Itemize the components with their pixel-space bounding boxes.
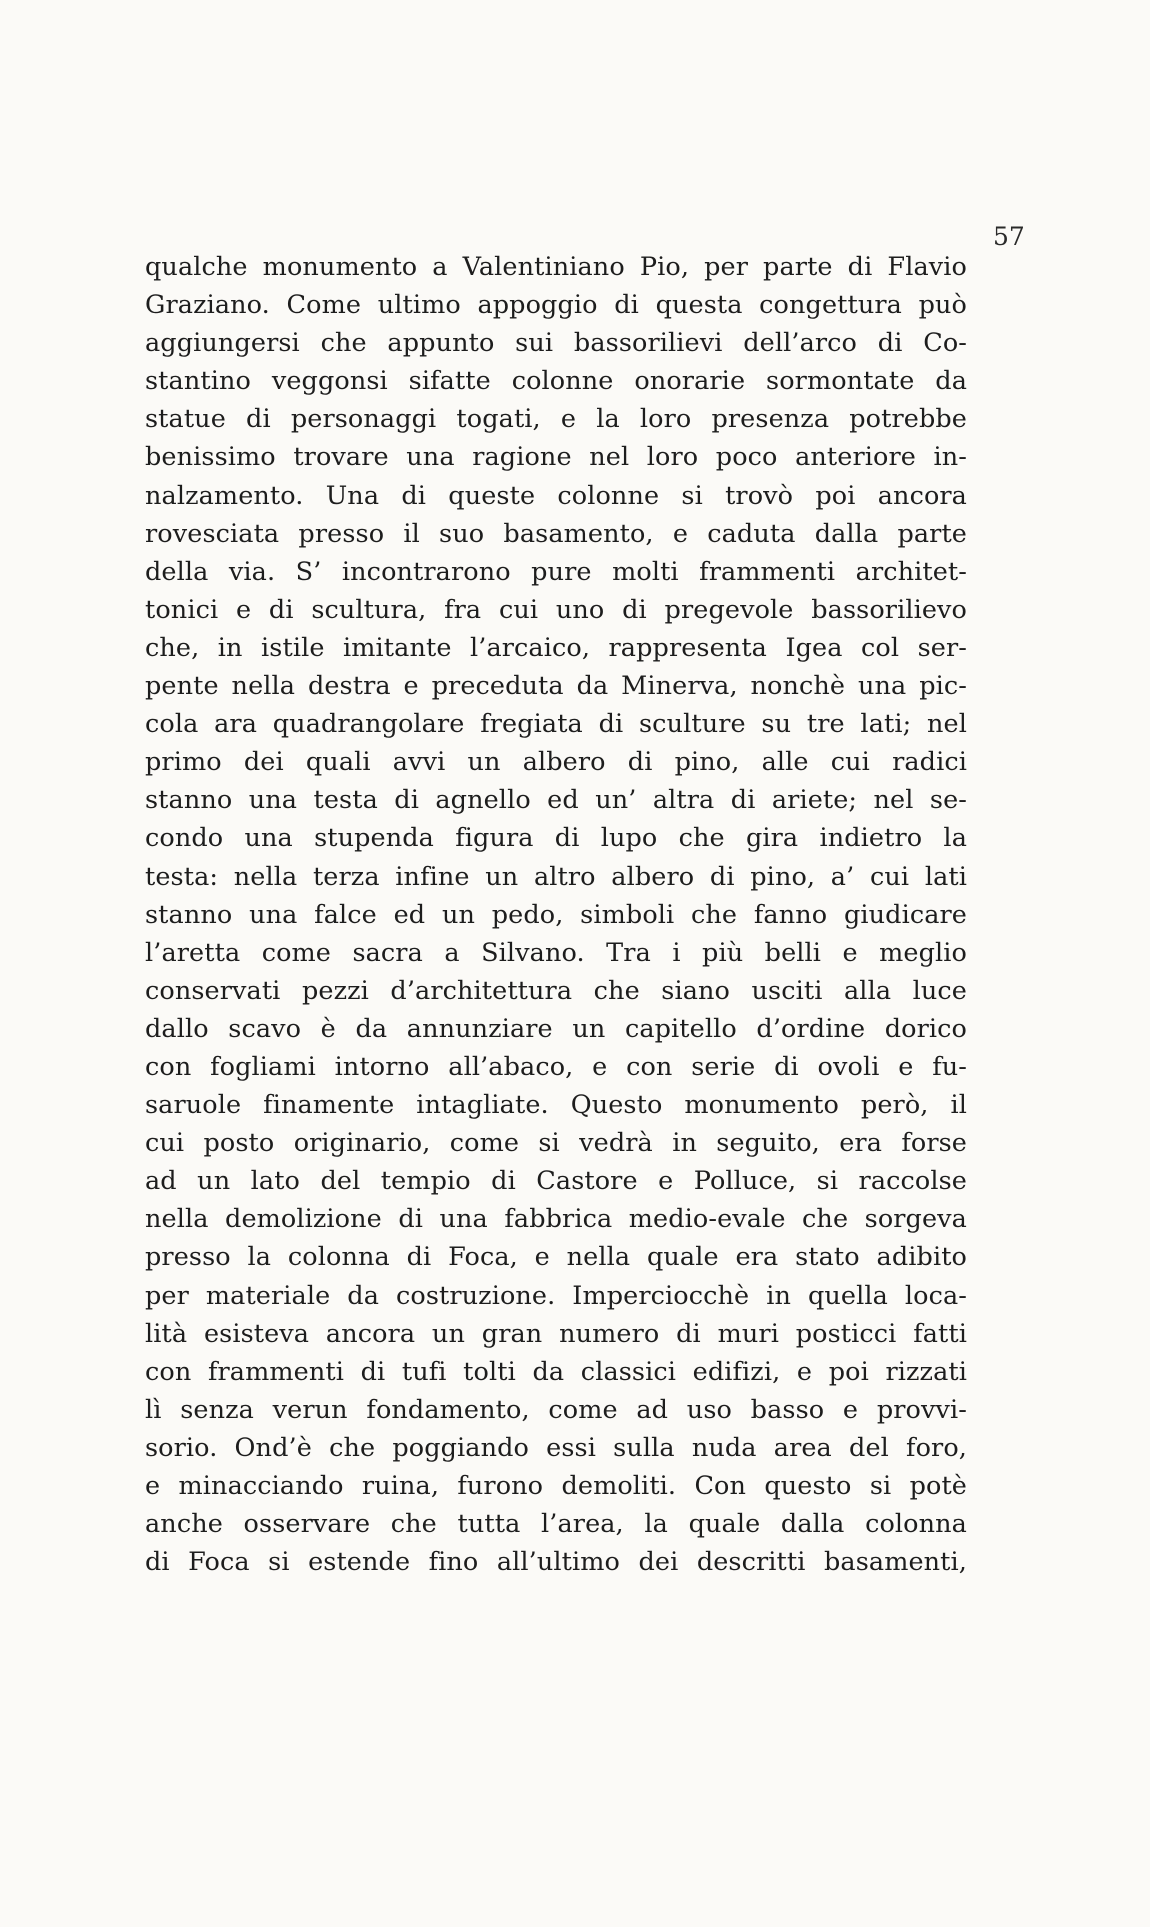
text-line: lità esisteva ancora un gran numero di muri posticci fatti	[145, 1318, 967, 1349]
body-text	[145, 248, 967, 1581]
text-line: stanno una testa di agnello ed un’ altra di ariete; nel se-	[145, 785, 967, 816]
text-line: anche osservare che tutta l’area, la quale dalla colonna	[145, 1509, 967, 1540]
text-line: cui posto originario, come si vedrà in seguito, era forse	[145, 1128, 967, 1159]
text-line: saruole finamente intagliate. Questo monumento però, il	[145, 1090, 967, 1121]
text-line: aggiungersi che appunto sui bassorilievi dell’arco di Co-	[145, 328, 967, 359]
text-line: lì senza verun fondamento, come ad uso basso e provvi-	[145, 1394, 967, 1425]
page-number: 57	[993, 222, 1025, 251]
text-line: nella demolizione di una fabbrica medio-evale che sorgeva	[145, 1204, 967, 1235]
text-line: pente nella destra e preceduta da Minerva, nonchè una pic-	[145, 671, 967, 702]
text-line: per materiale da costruzione. Imperciocchè in quella loca-	[145, 1280, 967, 1311]
text-line: l’aretta come sacra a Silvano. Tra i più belli e meglio	[145, 937, 967, 968]
text-line: qualche monumento a Valentiniano Pio, per parte di Flavio	[145, 252, 967, 282]
text-line: nalzamento. Una di queste colonne si trovò poi ancora	[145, 480, 967, 511]
text-line: che, in istile imitante l’arcaico, rappresenta Igea col ser-	[145, 632, 967, 663]
text-line: della via. S’ incontrarono pure molti frammenti architet-	[145, 556, 967, 587]
text-line: condo una stupenda figura di lupo che gira indietro la	[145, 823, 967, 854]
text-line: con frammenti di tufi tolti da classici edifizi, e poi rizzati	[145, 1356, 967, 1387]
text-line: primo dei quali avvi un albero di pino, alle cui radici	[145, 747, 967, 778]
text-line: presso la colonna di Foca, e nella quale era stato adibito	[145, 1242, 967, 1273]
text-line: conservati pezzi d’architettura che siano usciti alla luce	[145, 975, 967, 1006]
text-line: sorio. Ond’è che poggiando essi sulla nuda area del foro,	[145, 1432, 967, 1463]
text-line: di Foca si estende fino all’ultimo dei descritti basamenti,	[145, 1547, 967, 1578]
text-line: testa: nella terza infine un altro albero di pino, a’ cui lati	[145, 861, 967, 892]
text-line: Graziano. Come ultimo appoggio di questa congettura può	[145, 290, 967, 321]
text-line: ad un lato del tempio di Castore e Polluce, si raccolse	[145, 1166, 967, 1197]
text-line: con fogliami intorno all’abaco, e con serie di ovoli e fu-	[145, 1051, 967, 1082]
text-line: e minacciando ruina, furono demoliti. Con questo si potè	[145, 1471, 967, 1501]
text-line: rovesciata presso il suo basamento, e caduta dalla parte	[145, 518, 967, 549]
text-line: statue di personaggi togati, e la loro presenza potrebbe	[145, 404, 967, 435]
text-line: tonici e di scultura, fra cui uno di pregevole bassorilievo	[145, 594, 967, 625]
text-line: benissimo trovare una ragione nel loro poco anteriore in-	[145, 442, 967, 473]
text-line: stantino veggonsi sifatte colonne onorarie sormontate da	[145, 366, 967, 397]
text-line: dallo scavo è da annunziare un capitello d’ordine dorico	[145, 1013, 967, 1044]
text-line: cola ara quadrangolare fregiata di sculture su tre lati; nel	[145, 709, 967, 740]
text-line: stanno una falce ed un pedo, simboli che fanno giudicare	[145, 899, 967, 930]
